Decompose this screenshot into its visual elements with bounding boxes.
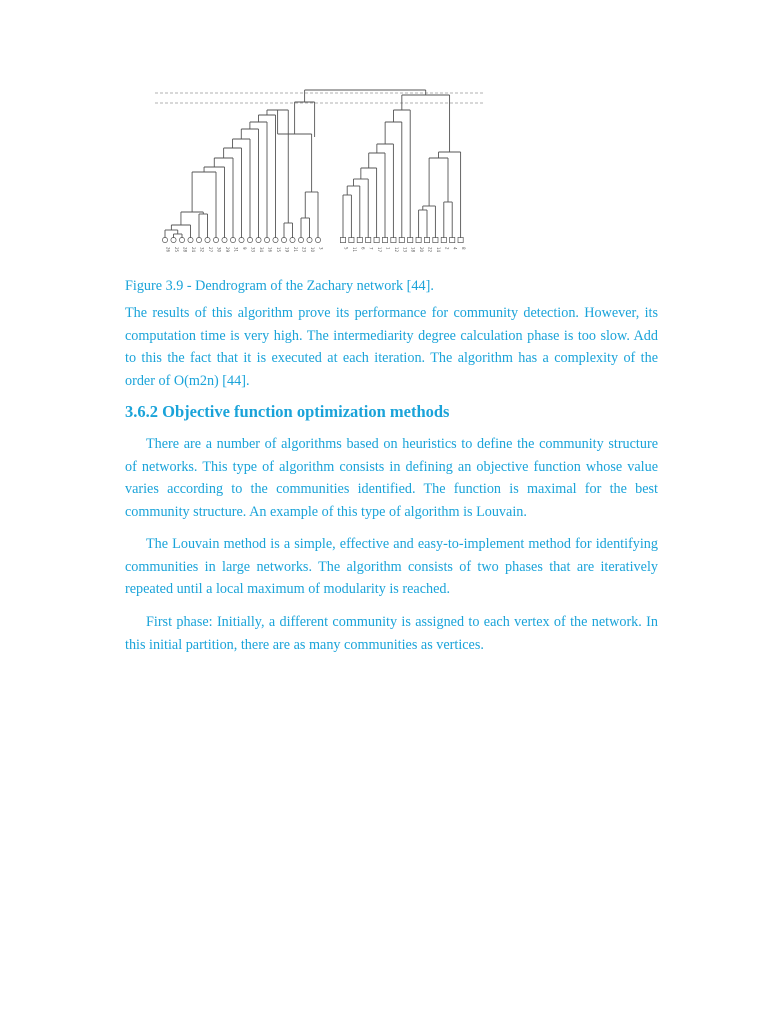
leaf-label: 22 xyxy=(427,247,433,253)
leaf-label: 28 xyxy=(182,247,188,253)
leaf-label: 8 xyxy=(461,247,467,250)
leaf-label: 3 xyxy=(318,247,324,250)
leaf-node xyxy=(374,237,379,242)
leaf-label: 33 xyxy=(250,247,256,253)
leaf-node xyxy=(408,237,413,242)
leaf-node xyxy=(188,237,193,242)
leaf-node xyxy=(424,237,429,242)
leaf-node xyxy=(340,237,345,242)
body-paragraph-4: First phase: Initially, a different community is assigned to each vertex of the network. In this initial partition, there are as many communities as vertices. xyxy=(125,614,658,653)
leaf-node xyxy=(349,237,354,242)
leaf-node xyxy=(433,237,438,242)
leaf-label: 11 xyxy=(351,247,357,253)
leaf-label: 29 xyxy=(225,247,230,253)
leaf-node xyxy=(315,237,320,242)
dendrogram-figure xyxy=(150,82,485,257)
leaf-label: 19 xyxy=(284,247,290,253)
leaf-label: 10 xyxy=(310,247,315,253)
leaf-node xyxy=(196,237,201,242)
leaf-node xyxy=(205,237,210,242)
leaf-label: 34 xyxy=(259,247,264,253)
leaf-label: 12 xyxy=(393,247,399,253)
leaf-label: 32 xyxy=(199,247,205,253)
leaf-node xyxy=(298,237,303,242)
leaf-node xyxy=(290,237,295,242)
leaf-label: 13 xyxy=(402,247,408,253)
leaf-node xyxy=(391,237,396,242)
leaf-node xyxy=(256,237,261,242)
leaf-node xyxy=(171,237,176,242)
leaf-node xyxy=(239,237,244,242)
leaf-node xyxy=(458,237,463,242)
leaf-node xyxy=(213,237,218,242)
leaf-label: 7 xyxy=(368,247,374,250)
leaf-label: 16 xyxy=(267,247,273,253)
leaf-label: 17 xyxy=(377,247,383,253)
leaf-node xyxy=(281,237,286,242)
leaf-label: 24 xyxy=(191,247,196,253)
leaf-label: 2 xyxy=(444,247,450,250)
leaf-node xyxy=(357,237,362,242)
leaf-label: 26 xyxy=(165,247,171,253)
body-paragraph-1: The results of this algorithm prove its performance for community detection. However, its computation time is very high. The intermediarity degree calculation phase is too slow. Add to this the fact that it is executed at each iteration. The algorithm has a complexity of the order of O(m2n) [44]. xyxy=(125,305,658,389)
section-heading: 3.6.2 Objective function optimization methods xyxy=(125,402,450,421)
leaf-label: 1 xyxy=(385,247,391,250)
leaf-node xyxy=(366,237,371,242)
dendrogram-svg xyxy=(150,82,485,257)
leaf-label: 4 xyxy=(452,247,458,250)
leaf-label: 30 xyxy=(216,247,222,253)
leaf-label: 20 xyxy=(419,247,425,253)
body-paragraph-2: There are a number of algorithms based on heuristics to define the community structure of networks. This type of algorithm consists in defining an objective function whose value varies according to the communities identified. The function is maximal for the best community structure. An example of this type of algorithm is Louvain. xyxy=(125,436,658,520)
leaf-label: 9 xyxy=(242,247,247,250)
leaf-label: 25 xyxy=(174,247,179,253)
leaf-label: 27 xyxy=(208,247,213,253)
leaf-node xyxy=(162,237,167,242)
leaf-node xyxy=(247,237,252,242)
leaf-label: 31 xyxy=(233,247,239,253)
leaf-label: 23 xyxy=(301,247,307,253)
leaf-label: 6 xyxy=(360,247,366,250)
leaf-label: 15 xyxy=(276,247,281,253)
leaf-node xyxy=(264,237,269,242)
leaf-node xyxy=(273,237,278,242)
leaf-label: 21 xyxy=(293,247,298,253)
leaf-node xyxy=(230,237,235,242)
leaf-node xyxy=(450,237,455,242)
figure-caption: Figure 3.9 - Dendrogram of the Zachary network [44]. xyxy=(125,278,434,294)
leaf-node xyxy=(382,237,387,242)
leaf-node xyxy=(179,237,184,242)
leaf-label: 14 xyxy=(435,247,441,253)
body-paragraph-3: The Louvain method is a simple, effective and easy-to-implement method for identifying communities in large networks. The algorithm consists of two phases that are iteratively repeated until a local maximum of modularity is reached. xyxy=(125,536,658,597)
leaf-node xyxy=(416,237,421,242)
leaf-node xyxy=(399,237,404,242)
leaf-node xyxy=(222,237,227,242)
leaf-label: 18 xyxy=(410,247,416,253)
leaf-node xyxy=(307,237,312,242)
leaf-node xyxy=(441,237,446,242)
leaf-label: 5 xyxy=(343,247,349,250)
